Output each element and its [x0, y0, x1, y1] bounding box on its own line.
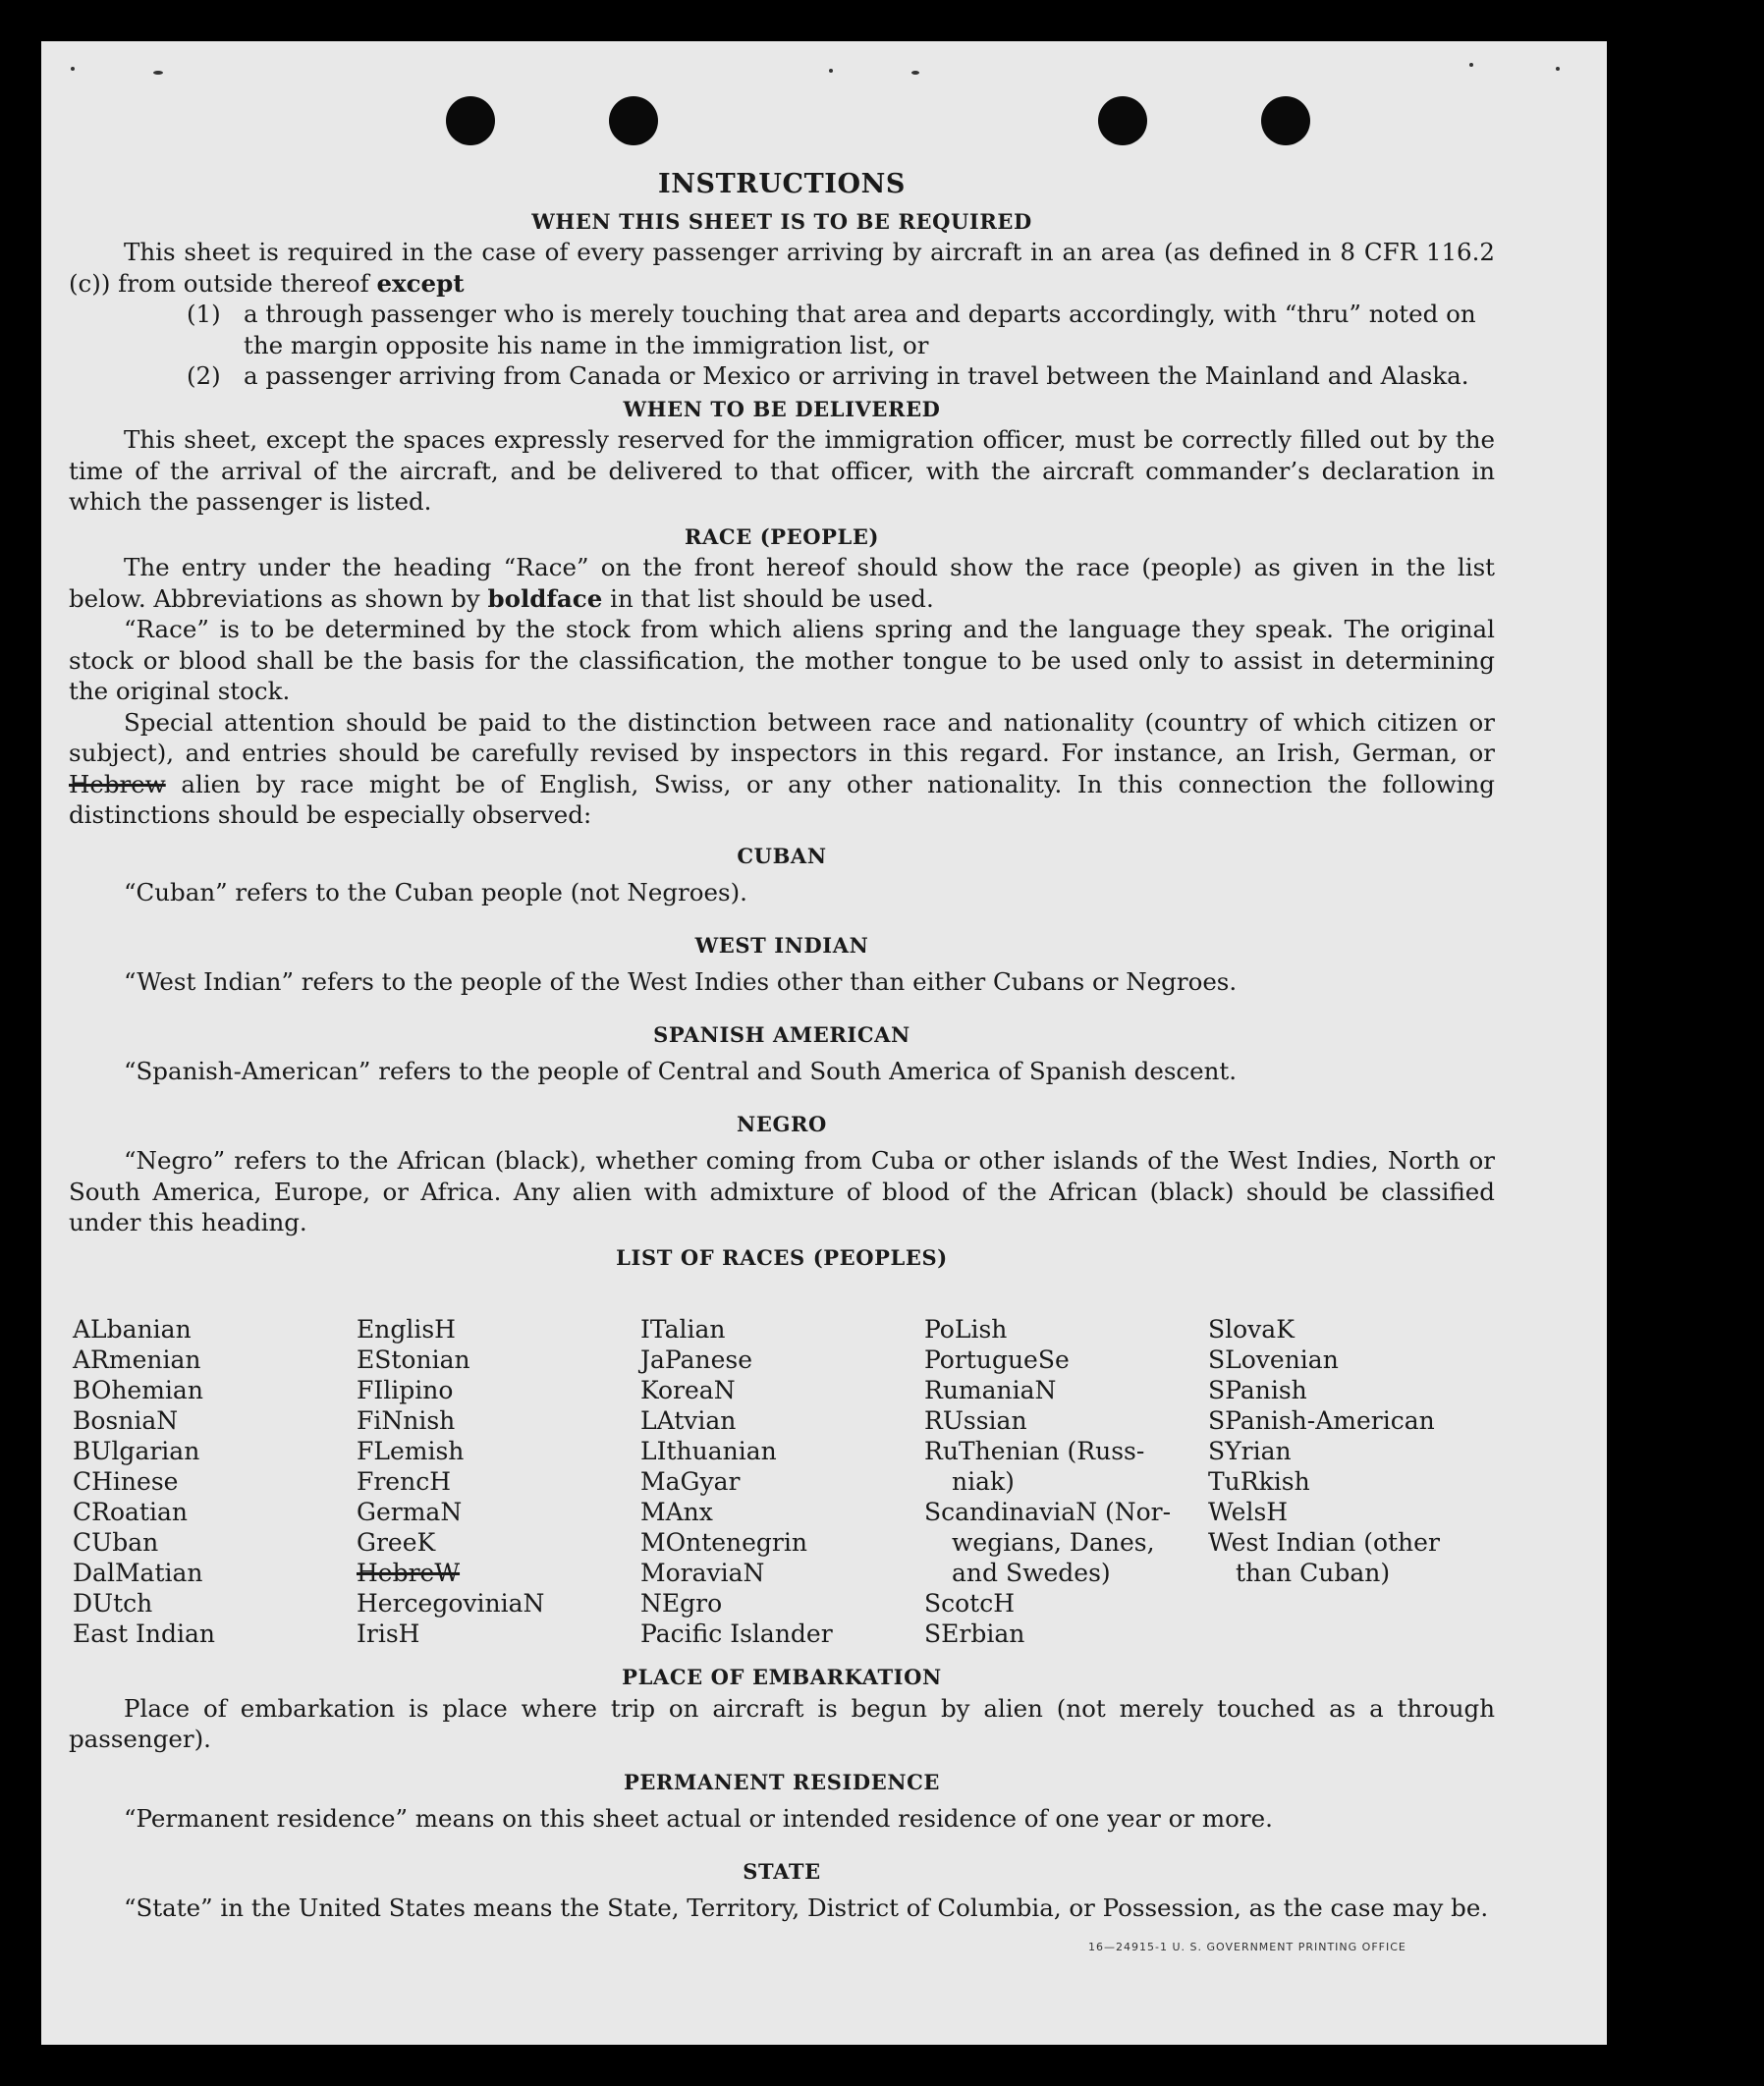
heading-state: STATE [743, 1858, 821, 1884]
race-p3-struck-word: Hebrew [69, 769, 166, 798]
heading-spanish-american: SPANISH AMERICAN [653, 1021, 910, 1047]
race-entry: EnglisH [357, 1315, 456, 1344]
race-entry: RUssian [924, 1406, 1027, 1435]
speck [1556, 67, 1560, 71]
race-entry: KoreaN [640, 1376, 736, 1404]
races-column [924, 1314, 1208, 1649]
race-entry-continued: wegians, Danes, [952, 1528, 1155, 1557]
race-entry-continued: niak) [952, 1467, 1015, 1496]
cuban-text: “Cuban” refers to the Cuban people (not Negroes). [124, 878, 747, 906]
race-entry: ALbanian [73, 1315, 192, 1344]
race-entry: FiNnish [357, 1406, 456, 1435]
race-entry: BUlgarian [73, 1437, 200, 1465]
heading-race: RACE (PEOPLE) [684, 523, 880, 549]
race-entry: WelsH [1208, 1498, 1289, 1526]
when-required-intro-text: This sheet is required in the case of every passenger arriving by aircraft in an area (as defined in 8 CFR 116.2 (c)) from outside thereof [69, 238, 1495, 298]
heading-when-delivered: WHEN TO BE DELIVERED [623, 396, 941, 421]
speck [153, 71, 163, 75]
heading-when-required: WHEN THIS SHEET IS TO BE REQUIRED [531, 208, 1032, 234]
race-entry: MOntenegrin [640, 1528, 807, 1557]
race-entry: TuRkish [1208, 1467, 1310, 1496]
race-entry: FIlipino [357, 1376, 454, 1404]
race-entry: SlovaK [1208, 1315, 1295, 1344]
negro-text: “Negro” refers to the African (black), whether coming from Cuba or other islands of the West Indies, North or South America, Europe, or Africa. Any alien with admixture of blood of the African (black) should be classified under this heading. [69, 1146, 1495, 1236]
race-entry-struck: HebreW [357, 1559, 461, 1587]
race-paragraph-2: “Race” is to be determined by the stock from which aliens spring and the language they speak. The original stock or blood shall be the basis for the classification, the mother tongue to be used only to assist in determining the original stock. [69, 615, 1495, 705]
exception-number: (1) [187, 300, 221, 328]
race-entry: SPanish-American [1208, 1406, 1435, 1435]
race-entry: PortugueSe [924, 1345, 1070, 1374]
race-entry: SPanish [1208, 1376, 1307, 1404]
race-entry: CRoatian [73, 1498, 188, 1526]
instructions-block [69, 169, 1495, 1273]
permanent-residence-text: “Permanent residence” means on this sheet actual or intended residence of one year or more. [124, 1804, 1273, 1833]
punch-hole [446, 96, 495, 145]
page-title: INSTRUCTIONS [658, 169, 906, 199]
race-entry: GreeK [357, 1528, 436, 1557]
heading-negro: NEGRO [737, 1111, 827, 1136]
exception-item [69, 360, 1495, 392]
race-entry: IrisH [357, 1619, 420, 1648]
heading-list-of-races: LIST OF RACES (PEOPLES) [616, 1244, 948, 1270]
race-entry: PoLish [924, 1315, 1008, 1344]
race-entry-continued: and Swedes) [952, 1559, 1111, 1587]
race-entry: FrencH [357, 1467, 451, 1496]
races-column [1208, 1314, 1492, 1649]
race-entry: ScotcH [924, 1589, 1016, 1618]
when-required-except: except [376, 268, 465, 298]
race-paragraph-1 [69, 552, 1495, 614]
race-entry: LAtvian [640, 1406, 737, 1435]
race-entry: RumaniaN [924, 1376, 1057, 1404]
races-list [73, 1314, 1516, 1649]
embarkation-text: Place of embarkation is place where trip on aircraft is begun by alien (not merely touched as a through passenger). [69, 1693, 1495, 1753]
exception-text: a passenger arriving from Canada or Mexico or arriving in travel between the Mainland and Alaska. [244, 361, 1469, 390]
race-entry: Pacific Islander [640, 1619, 833, 1648]
race-entry: DalMatian [73, 1559, 203, 1587]
races-column [640, 1314, 924, 1649]
document-sheet [41, 41, 1607, 2045]
race-entry: SYrian [1208, 1437, 1292, 1465]
races-column [357, 1314, 640, 1649]
race-p1-text-b: in that list should be used. [610, 583, 934, 613]
exception-number: (2) [187, 361, 221, 390]
print-code: 16—24915-1 U. S. GOVERNMENT PRINTING OFFICE [1088, 1941, 1406, 1953]
race-entry: FLemish [357, 1437, 465, 1465]
exception-text: a through passenger who is merely touching that area and departs accordingly, with “thru” noted on the margin opposite his name in the immigration list, or [244, 300, 1476, 359]
punch-hole [609, 96, 658, 145]
race-entry: CHinese [73, 1467, 179, 1496]
race-p1-boldface: boldface [487, 583, 603, 613]
race-entry: ITalian [640, 1315, 726, 1344]
race-entry: RuThenian (Russ- [924, 1437, 1145, 1465]
race-entry: GermaN [357, 1498, 463, 1526]
race-p1-text-a: The entry under the heading “Race” on the front hereof should show the race (people) as given in the list below. Abbreviations as shown by [69, 553, 1495, 613]
speck [829, 69, 833, 73]
when-delivered-text: This sheet, except the spaces expressly reserved for the immigration officer, must be correctly filled out by the time of the arrival of the aircraft, and be delivered to that officer, with the aircraft commander’s declaration in which the passenger is listed. [69, 425, 1495, 516]
heading-west-indian: WEST INDIAN [694, 932, 869, 958]
heading-cuban: CUBAN [737, 843, 827, 868]
races-column [73, 1314, 357, 1649]
race-entry: West Indian (other [1208, 1528, 1440, 1557]
race-entry: CUban [73, 1528, 159, 1557]
race-entry: MaGyar [640, 1467, 741, 1496]
spanish-american-text: “Spanish-American” refers to the people of Central and South America of Spanish descent. [124, 1057, 1238, 1085]
race-p3-text-a: Special attention should be paid to the distinction between race and nationality (country of which citizen or subject), and entries should be carefully revised by inspectors in this regard. For instance, an Irish, German, or [69, 707, 1495, 767]
race-entry: JaPanese [640, 1345, 753, 1374]
exception-item [69, 299, 1495, 360]
race-entry: NEgro [640, 1589, 723, 1618]
race-entry: SErbian [924, 1619, 1025, 1648]
race-p3-text-b: alien by race might be of English, Swiss, or any other nationality. In this connection the following distinctions should be especially observed: [69, 769, 1495, 829]
race-entry: LIthuanian [640, 1437, 777, 1465]
race-entry: ScandinaviaN (Nor- [924, 1498, 1172, 1526]
race-entry: East Indian [73, 1619, 215, 1648]
race-entry: ARmenian [73, 1345, 201, 1374]
race-paragraph-3 [69, 707, 1495, 831]
speck [71, 67, 75, 71]
heading-embarkation: PLACE OF EMBARKATION [622, 1665, 942, 1689]
race-entry-continued: than Cuban) [1236, 1559, 1391, 1587]
punch-hole [1098, 96, 1147, 145]
race-entry: HercegoviniaN [357, 1589, 545, 1618]
state-text: “State” in the United States means the State, Territory, District of Columbia, or Possession, as the case may be. [124, 1894, 1489, 1922]
race-entry: EStonian [357, 1345, 470, 1374]
race-entry: SLovenian [1208, 1345, 1339, 1374]
race-entry: BOhemian [73, 1376, 203, 1404]
race-entry: MAnx [640, 1498, 713, 1526]
race-entry: DUtch [73, 1589, 153, 1618]
west-indian-text: “West Indian” refers to the people of the West Indies other than either Cubans or Negroes. [124, 967, 1238, 996]
race-entry: MoraviaN [640, 1559, 765, 1587]
speck [1469, 63, 1473, 67]
closing-sections [69, 1662, 1495, 1924]
speck [911, 71, 919, 75]
heading-permanent-residence: PERMANENT RESIDENCE [623, 1769, 941, 1794]
when-required-intro [69, 237, 1495, 299]
race-entry: BosniaN [73, 1406, 179, 1435]
punch-hole [1261, 96, 1310, 145]
